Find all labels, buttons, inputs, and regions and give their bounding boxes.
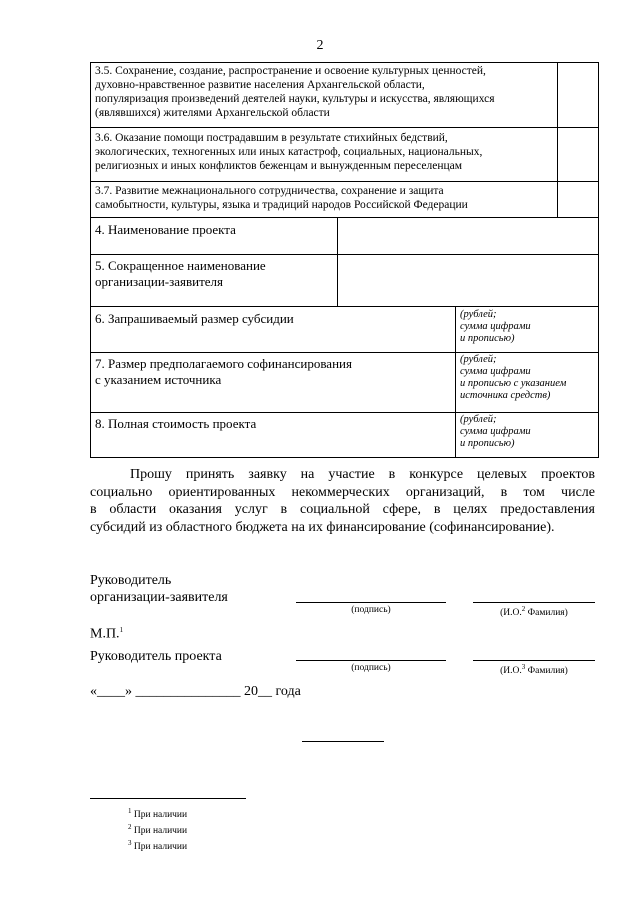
- signature-line[interactable]: [296, 602, 446, 603]
- note-line: и прописью с указанием: [460, 378, 567, 389]
- row-7-label: [95, 356, 352, 388]
- row-5-label-line: организации-заявителя: [95, 274, 224, 289]
- row-6-label: 6. Запрашиваемый размер субсидии: [95, 311, 294, 326]
- row-6-note: [460, 309, 531, 345]
- note-line: (рублей;: [460, 309, 497, 320]
- date-line: «____» _______________ 20__ года: [90, 684, 301, 699]
- row-3-7: [95, 184, 555, 212]
- row-3-5-line: (являвшихся) жителями Архангельской области: [95, 107, 330, 119]
- row-3-5-line: духовно-нравственное развитие населения Архангельской области,: [95, 79, 425, 91]
- note-line: и прописью): [460, 333, 515, 344]
- note-line: сумма цифрами: [460, 321, 531, 332]
- footnote-item: $^3$ При наличии: [128, 839, 188, 853]
- row-8-label: 8. Полная стоимость проекта: [95, 416, 257, 431]
- row-3-5-line: 3.5. Сохранение, создание, распространение и освоение культурных ценностей,: [95, 65, 486, 77]
- footnotes: [128, 805, 187, 853]
- name-line[interactable]: [473, 602, 595, 603]
- row-3-6-line: религиозных и иных конфликтов беженцам и вынужденным переселенцам: [95, 160, 463, 172]
- row-5-label-line: 5. Сокращенное наименование: [95, 258, 266, 273]
- note-line: сумма цифрами: [460, 366, 531, 377]
- end-separator: [302, 741, 384, 742]
- row-8-note: [460, 414, 531, 450]
- row-3-6: [95, 131, 555, 173]
- row-3-7-line: 3.7. Развитие межнационального сотрудничества, сохранение и защита: [95, 185, 444, 197]
- row-3-6-line: экологических, техногенных или иных катастроф, социальных, национальных,: [95, 146, 483, 158]
- note-line: сумма цифрами: [460, 426, 531, 437]
- row-7-note: [460, 354, 566, 402]
- request-paragraph: [90, 466, 595, 536]
- paragraph-line: субсидий из областного бюджета на их финансирование (софинансирование).: [90, 519, 555, 535]
- row-7-label-line: 7. Размер предполагаемого софинансирования: [95, 356, 352, 371]
- row-5-value-field[interactable]: [338, 255, 598, 306]
- row-3-5: [95, 64, 555, 120]
- row-4-value-field[interactable]: [338, 218, 598, 254]
- footnote-separator: [90, 798, 246, 799]
- row-7-label-line: с указанием источника: [95, 372, 222, 387]
- paragraph-line: социально ориентированных некоммерческих организаций, в том числе: [90, 484, 595, 500]
- note-line: (рублей;: [460, 354, 497, 365]
- row-3-7-line: самобытности, культуры, языка и традиций народов Российской Федерации: [95, 199, 468, 211]
- paragraph-line: Прошу принять заявку на участие в конкурсе целевых проектов: [130, 467, 595, 482]
- footnote-item: $^1$ При наличии: [128, 807, 188, 821]
- name-caption: (И.О.$^2$ Фамилия): [500, 605, 568, 619]
- signature-caption: (подпись): [351, 605, 391, 615]
- name-line-2[interactable]: [473, 660, 595, 661]
- paragraph-line: в области оказания услуг в социальной сфере, в целях предоставления: [90, 502, 595, 517]
- head-label: [90, 572, 228, 606]
- row-3-5-line: популяризация произведений деятелей науки, культуры и искусства, являющихся: [95, 93, 495, 105]
- row-3-6-line: 3.6. Оказание помощи пострадавшим в результате стихийных бедствий,: [95, 132, 448, 144]
- mp-label: М.П.$^1$: [90, 626, 124, 642]
- signature-line-2[interactable]: [296, 660, 446, 661]
- project-head-label: Руководитель проекта: [90, 649, 222, 664]
- head-label-line: Руководитель: [90, 573, 172, 588]
- note-line: источника средств): [460, 390, 551, 401]
- head-label-line: организации-заявителя: [90, 590, 228, 605]
- footnote-item: $^2$ При наличии: [128, 823, 188, 837]
- page-number: 2: [316, 38, 324, 53]
- note-line: и прописью): [460, 438, 515, 449]
- row-5-label: [95, 258, 266, 290]
- note-line: (рублей;: [460, 414, 497, 425]
- signature-caption-2: (подпись): [351, 663, 391, 673]
- name-caption-2: (И.О.$^3$ Фамилия): [500, 663, 568, 677]
- row-4-label: 4. Наименование проекта: [95, 222, 236, 237]
